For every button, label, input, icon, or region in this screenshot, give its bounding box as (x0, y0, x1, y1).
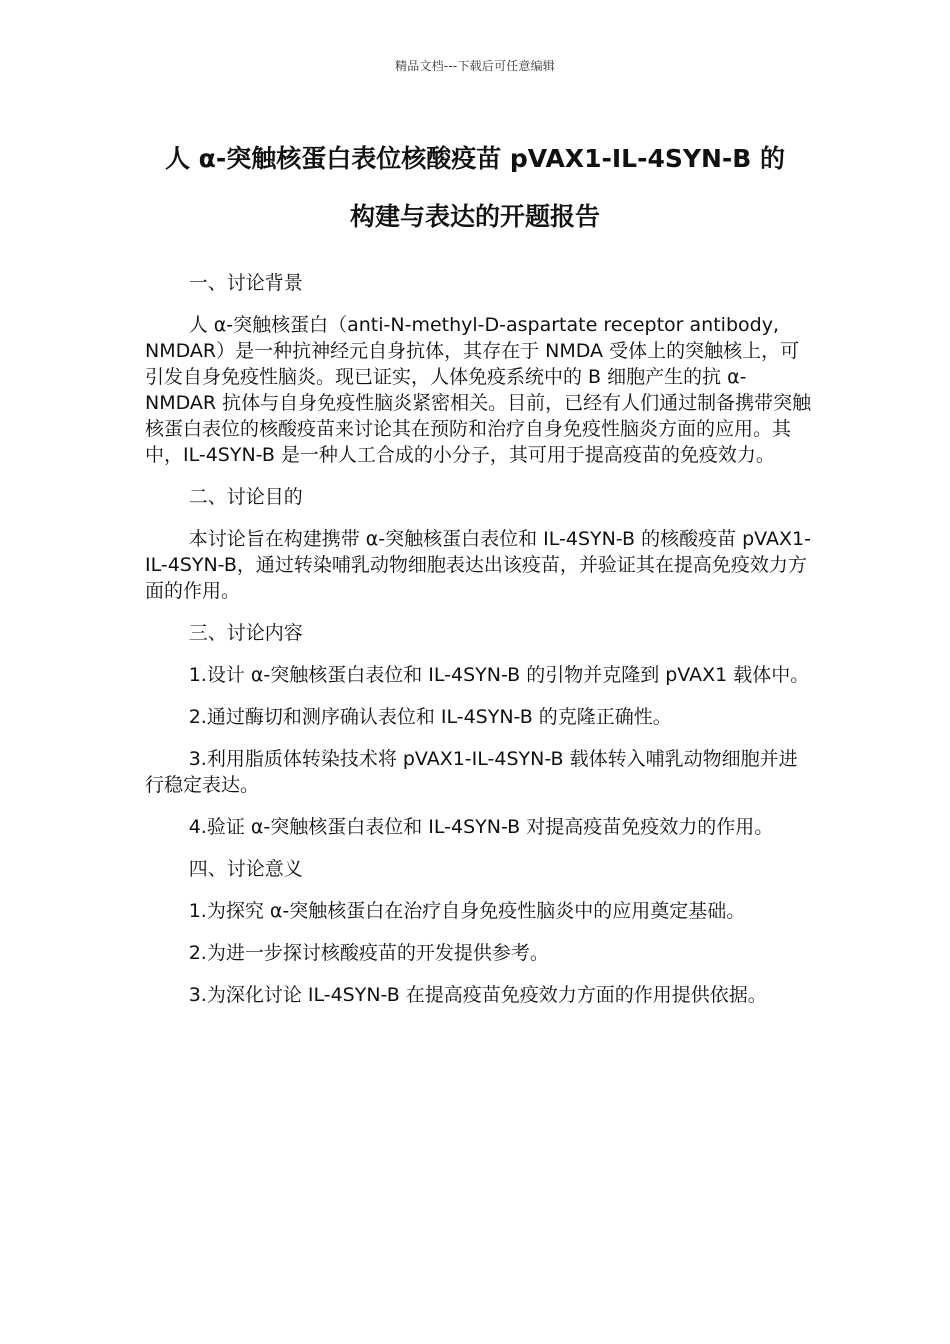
content-item-2: 2.通过酶切和测序确认表位和 IL-4SYN-B 的克隆正确性。 (188, 706, 672, 728)
content-item-1: 1.设计 α-突触核蛋白表位和 IL-4SYN-B 的引物并克隆到 pVAX1 载体中。 (188, 664, 810, 686)
document-body (145, 270, 815, 1024)
document-title-line-1: 人 α-突触核蛋白表位核酸疫苗 pVAX1-IL-4SYN-B 的 (164, 144, 786, 173)
significance-item-1: 1.为探究 α-突触核蛋白在治疗自身免疫性脑炎中的应用奠定基础。 (188, 900, 746, 922)
section-heading-purpose: 二、讨论目的 (188, 486, 303, 508)
content-item-3: 3.利用脂质体转染技术将 pVAX1-IL-4SYN-B 载体转入哺乳动物细胞并进行稳定表达。 (145, 748, 798, 796)
section-heading-content: 三、讨论内容 (188, 622, 303, 644)
purpose-paragraph: 本讨论旨在构建携带 α-突触核蛋白表位和 IL-4SYN-B 的核酸疫苗 pVAX1-IL-4SYN-B，通过转染哺乳动物细胞表达出该疫苗，并验证其在提高免疫效力方面的作用。 (145, 528, 811, 602)
document-title-line-2: 构建与表达的开题报告 (349, 202, 600, 231)
content-item-4: 4.验证 α-突触核蛋白表位和 IL-4SYN-B 对提高疫苗免疫效力的作用。 (188, 816, 774, 838)
section-heading-background: 一、讨论背景 (188, 272, 303, 294)
significance-item-2: 2.为进一步探讨核酸疫苗的开发提供参考。 (188, 942, 549, 964)
significance-item-3: 3.为深化讨论 IL-4SYN-B 在提高疫苗免疫效力方面的作用提供依据。 (188, 984, 767, 1006)
background-paragraph: 人 α-突触核蛋白（anti-N-methyl-D-aspartate receptor antibody, NMDAR）是一种抗神经元自身抗体，其存在于 NMDA 受体上的突触核上，可引发自身免疫性脑炎。现已证实，人体免疫系统中的 B 细胞产生的抗 α-NMDAR 抗体与自身免疫性脑炎紧密相关。目前，已经有人们通过制备携带突触核蛋白表位的核酸疫苗来讨论其在预防和治疗自身免疫性脑炎方面的应用。其中，IL-4SYN-B 是一种人工合成的小分子，其可用于提高疫苗的免疫效力。 (145, 314, 812, 466)
page-header-watermark: 精品文档---下载后可任意编辑 (395, 59, 555, 73)
document-title (120, 130, 830, 246)
section-heading-significance: 四、讨论意义 (188, 858, 303, 880)
